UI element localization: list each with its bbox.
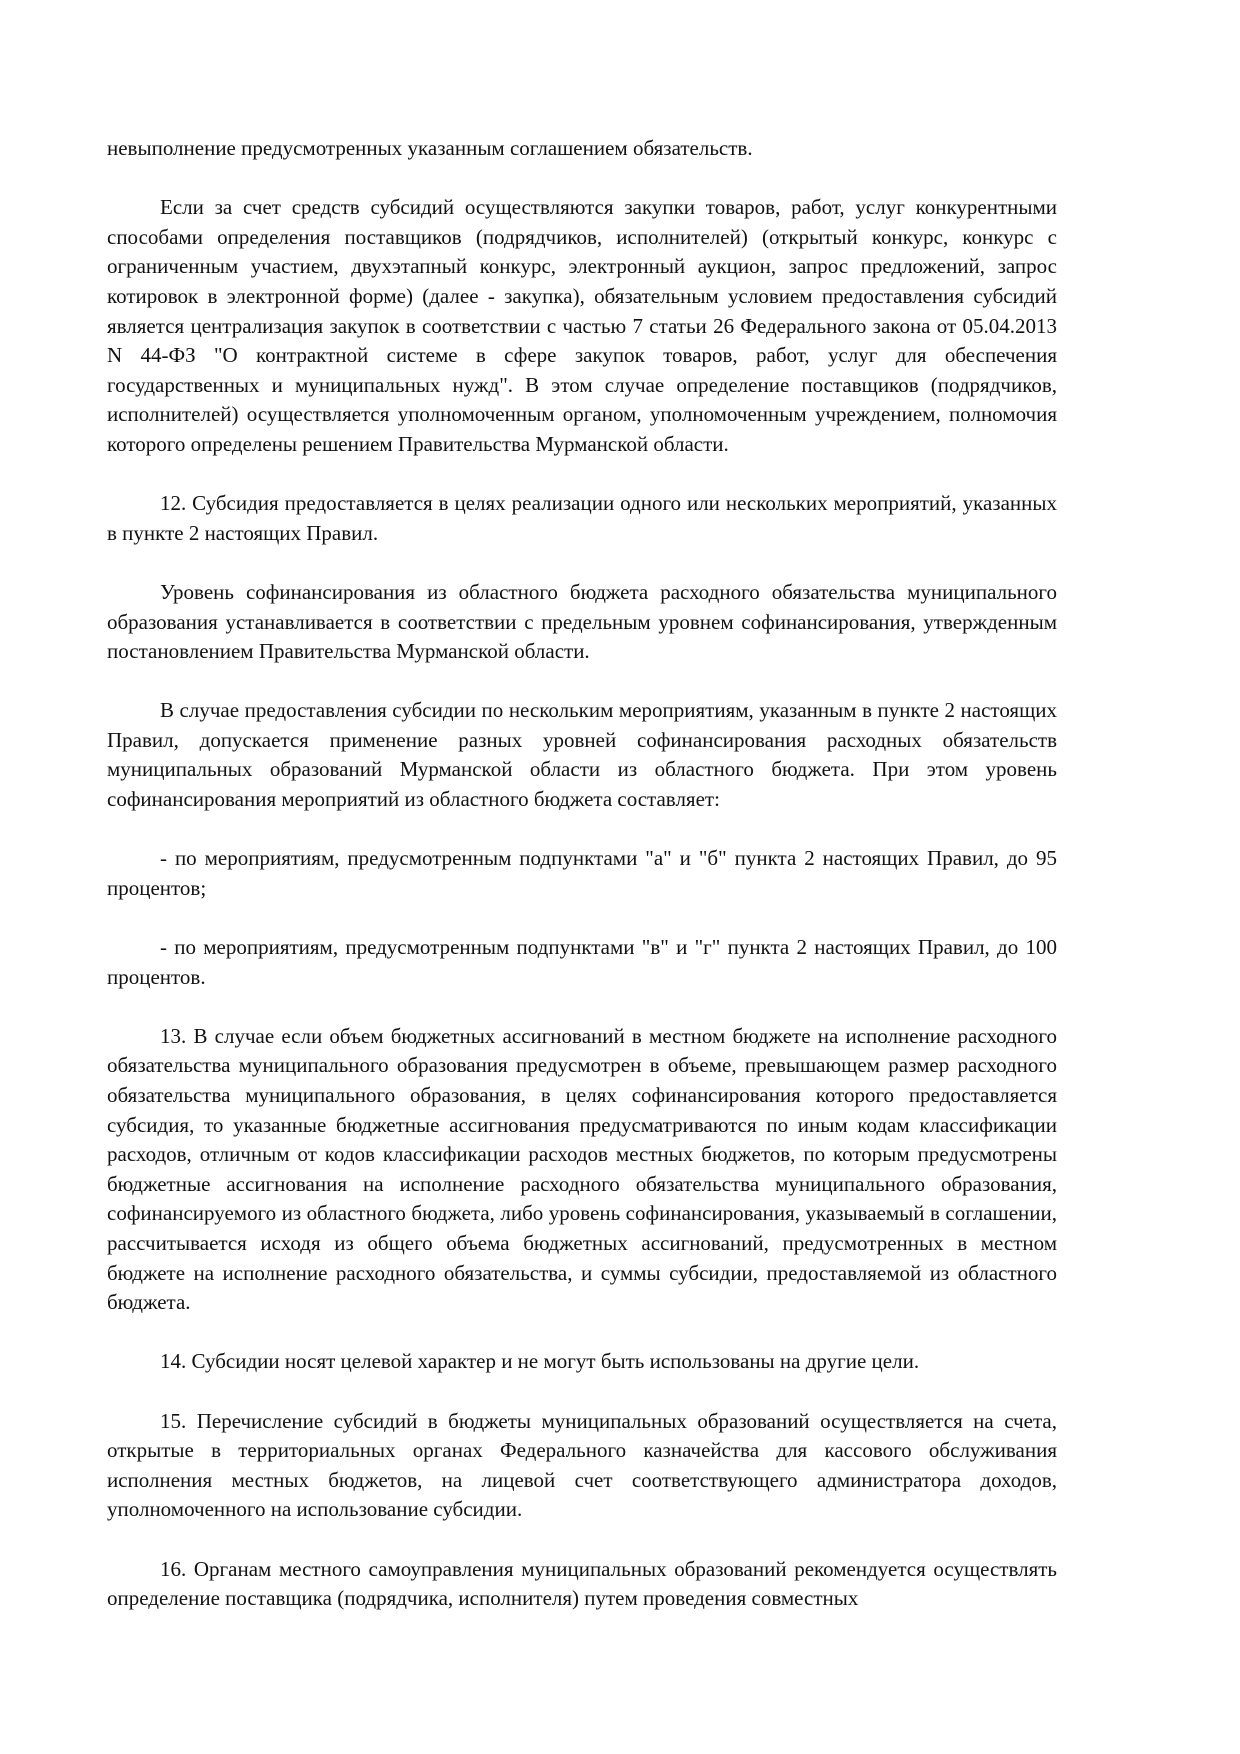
- paragraph-item-12: 12. Субсидия предоставляется в целях реализации одного или нескольких мероприятий, указанных в пункте 2 настоящих Правил.: [107, 491, 1057, 545]
- paragraph-procurement-centralization: Если за счет средств субсидий осуществляются закупки товаров, работ, услуг конкурентными способами определения поставщиков (подрядчиков, исполнителей) (открытый конкурс, конкурс с ограниченным участием, двухэтапный конкурс, электронный аукцион, запрос предложений, запрос котировок в электронной форме) (далее - закупка), обязательным условием предоставления субсидий является централизация закупок в соответствии с частью 7 статьи 26 Федерального закона от 05.04.2013 N 44-ФЗ "О контрактной системе в сфере закупок товаров, работ, услуг для обеспечения государственных и муниципальных нужд". В этом случае определение поставщиков (подрядчиков, исполнителей) осуществляется уполномоченным органом, уполномоченным учреждением, полномочия которого определены решением Правительства Мурманской области.: [107, 195, 1057, 456]
- paragraph-continuation: невыполнение предусмотренных указанным соглашением обязательств.: [107, 136, 753, 160]
- paragraph-cofinancing-level: Уровень софинансирования из областного бюджета расходного обязательства муниципального образования устанавливается в соответствии с предельным уровнем софинансирования, утвержденным постановлением Правительства Мурманской области.: [107, 579, 1057, 664]
- document-page: [107, 134, 1057, 1643]
- paragraph-item-13: 13. В случае если объем бюджетных ассигнований в местном бюджете на исполнение расходного обязательства муниципального образования предусмотрен в объеме, превышающем размер расходного обязательства муниципального образования, в целях софинансирования которого предоставляется субсидия, то указанные бюджетные ассигнования предусматриваются по иным кодам классификации расходов, отличным от кодов классификации расходов местных бюджетов, по которым предусмотрены бюджетные ассигнования на исполнение расходного обязательства муниципального образования, софинансируемого из областного бюджета, либо уровень софинансирования, указываемый в соглашении, рассчитывается исходя из общего объема бюджетных ассигнований, предусмотренных в местном бюджете на исполнение расходного обязательства, и суммы субсидии, предоставляемой из областного бюджета.: [107, 1023, 1057, 1315]
- list-item-100-percent: - по мероприятиям, предусмотренным подпунктами "в" и "г" пункта 2 настоящих Правил, до 100 процентов.: [107, 935, 1057, 989]
- paragraph-item-14: 14. Субсидии носят целевой характер и не могут быть использованы на другие цели.: [160, 1349, 920, 1374]
- paragraph-item-15: 15. Перечисление субсидий в бюджеты муниципальных образований осуществляется на счета, открытые в территориальных органах Федерального казначейства для кассового обслуживания исполнения местных бюджетов, на лицевой счет соответствующего администратора доходов, уполномоченного на использование субсидии.: [107, 1408, 1057, 1522]
- list-item-95-percent: - по мероприятиям, предусмотренным подпунктами "а" и "б" пункта 2 настоящих Правил, до 95 процентов;: [107, 846, 1057, 900]
- paragraph-item-16: 16. Органам местного самоуправления муниципальных образований рекомендуется осуществлять определение поставщика (подрядчика, исполнителя) путем проведения совместных: [107, 1556, 1057, 1611]
- paragraph-multiple-measures: В случае предоставления субсидии по нескольким мероприятиям, указанным в пункте 2 настоящих Правил, допускается применение разных уровней софинансирования расходных обязательств муниципальных образований Мурманской области из областного бюджета. При этом уровень софинансирования мероприятий из областного бюджета составляет:: [107, 698, 1057, 812]
